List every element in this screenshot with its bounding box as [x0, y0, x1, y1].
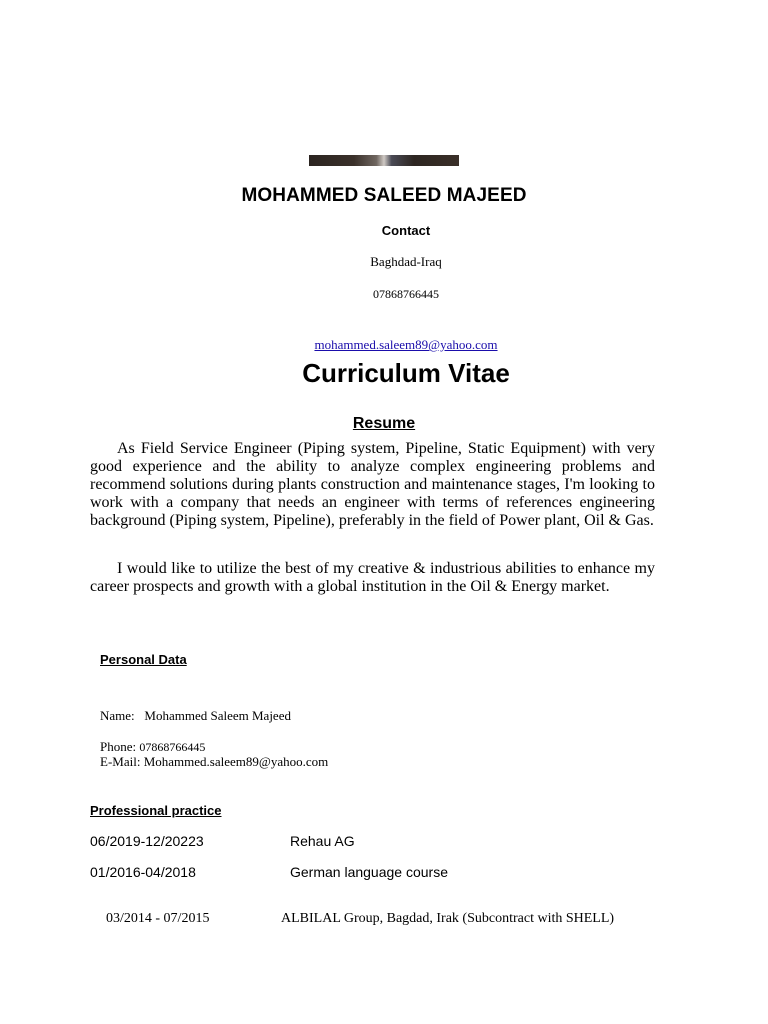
- email-value: Mohammed.saleem89@yahoo.com: [143, 754, 329, 769]
- location: Baghdad-Iraq: [370, 254, 442, 269]
- contact-email-link[interactable]: mohammed.saleem89@yahoo.com: [314, 337, 498, 352]
- profile-photo: [309, 155, 459, 166]
- candidate-name: MOHAMMED SALEED MAJEED: [241, 185, 527, 206]
- email-label: E-Mail:: [100, 754, 141, 769]
- personal-data-heading: Personal Data: [100, 652, 187, 667]
- phone-label: Phone:: [100, 739, 137, 754]
- personal-email-row: [100, 754, 328, 770]
- name-label: Name:: [100, 708, 135, 723]
- practice-description: German language course: [290, 864, 448, 880]
- document-title: Curriculum Vitae: [302, 358, 510, 388]
- personal-phone-row: [100, 739, 205, 755]
- resume-paragraph-2: I would like to utilize the best of my creative & industrious abilities to enhance my career prospects and growth with a global institution in the Oil & Energy market.: [90, 560, 655, 595]
- practice-period: 01/2016-04/2018: [90, 864, 196, 880]
- resume-heading: Resume: [352, 415, 416, 432]
- professional-practice-heading: Professional practice: [90, 803, 222, 818]
- personal-name-row: [100, 708, 291, 724]
- name-value: Mohammed Saleem Majeed: [144, 708, 291, 723]
- practice-description: Rehau AG: [290, 833, 355, 849]
- practice-period: 06/2019-12/20223: [90, 833, 204, 849]
- practice-period: 03/2014 - 07/2015: [106, 911, 210, 926]
- resume-paragraph-1: As Field Service Engineer (Piping system, Pipeline, Static Equipment) with very good experience and the ability to analyze complex engineering problems and recommend solutions during plants construction and maintenance stages, I'm looking to work with a company that needs an engineer with terms of references engineering background (Piping system, Pipeline), preferably in the field of Power plant, Oil & Gas.: [90, 440, 655, 529]
- phone-value: 07868766445: [139, 740, 206, 754]
- contact-heading: Contact: [381, 223, 431, 238]
- contact-phone: 07868766445: [373, 287, 439, 301]
- practice-description: ALBILAL Group, Bagdad, Irak (Subcontract with SHELL): [281, 911, 615, 926]
